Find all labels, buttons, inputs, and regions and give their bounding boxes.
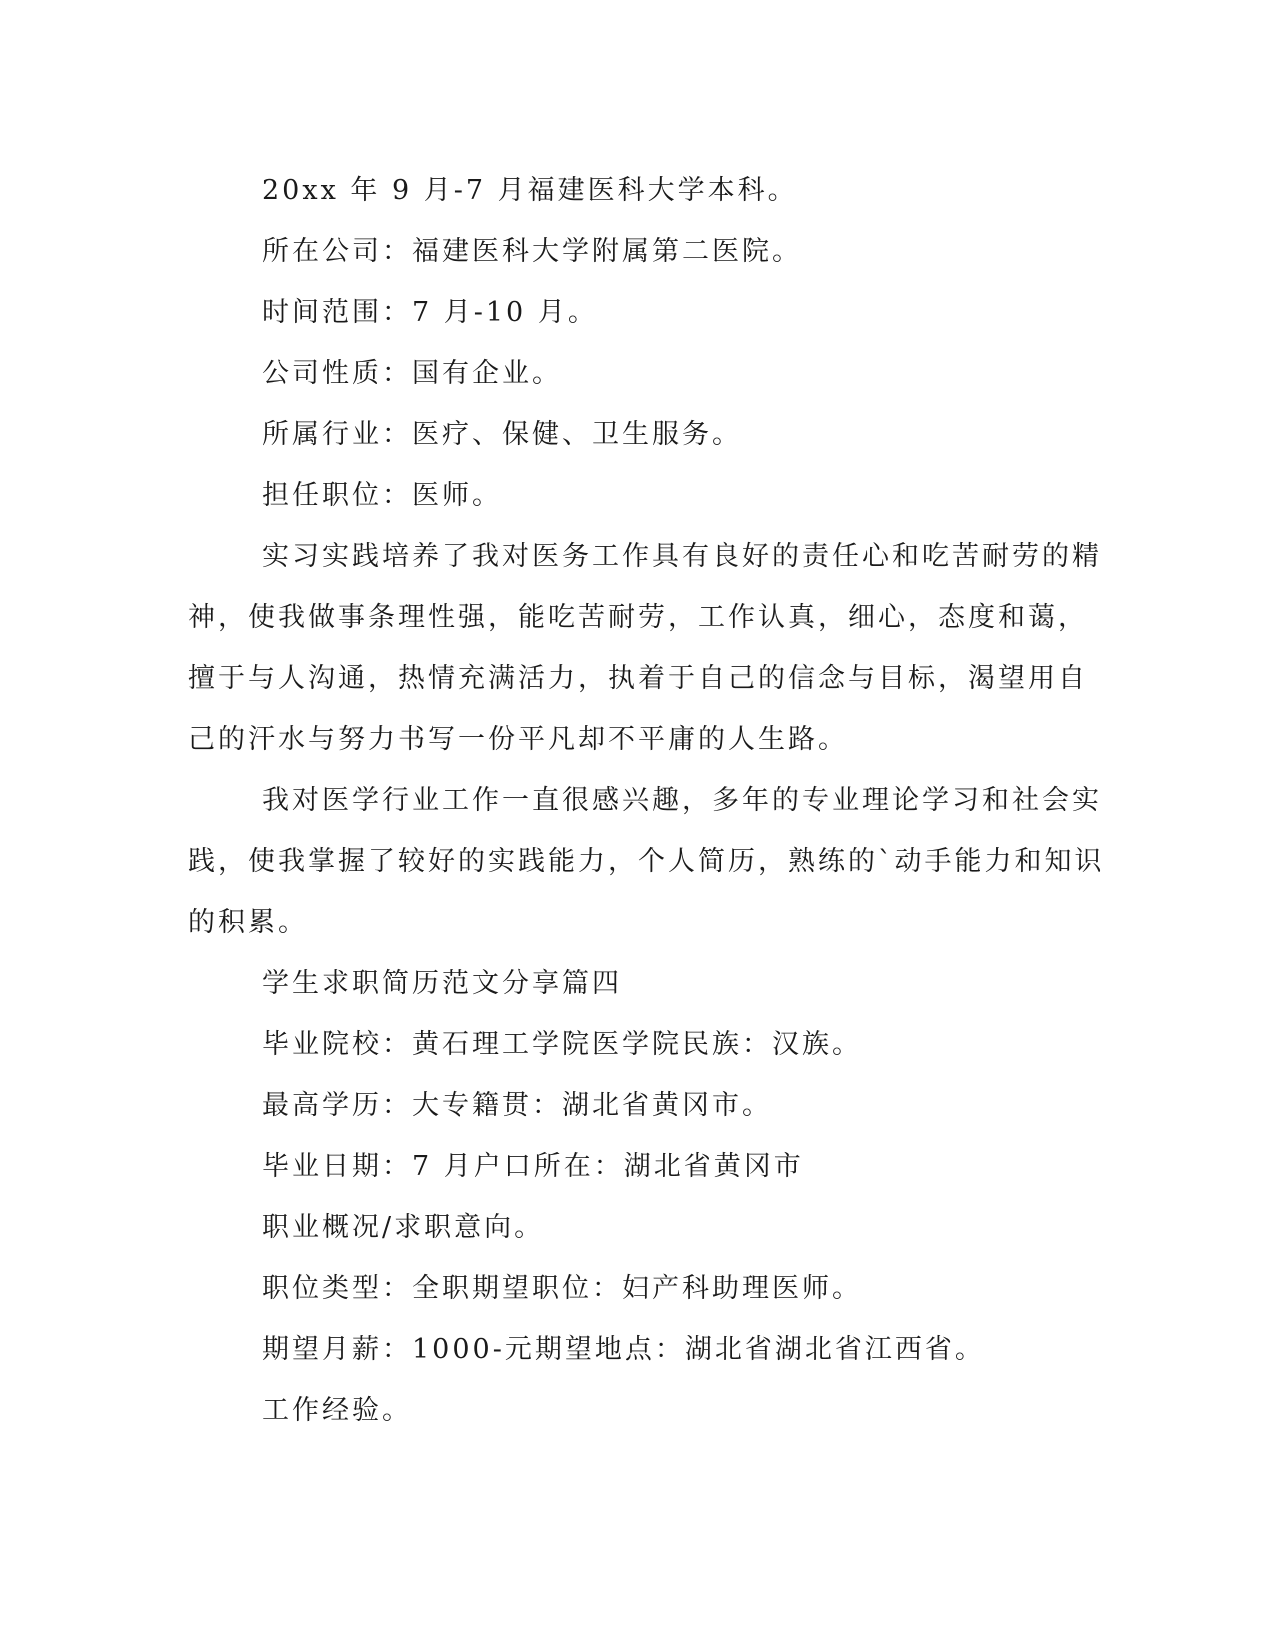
document-body [188, 160, 1105, 1441]
degree-line: 最高学历：大专籍贯：湖北省黄冈市。 [262, 1090, 772, 1121]
paragraph-1-line-4: 己的汗水与努力书写一份平凡却不平庸的人生路。 [188, 724, 848, 755]
time-range-line: 时间范围：7 月-10 月。 [262, 297, 598, 328]
paragraph-1-line-2: 神，使我做事条理性强，能吃苦耐劳，工作认真，细心，态度和蔼， [188, 602, 1088, 633]
work-experience-line: 工作经验。 [262, 1395, 412, 1426]
job-type-line: 职位类型：全职期望职位：妇产科助理医师。 [262, 1273, 862, 1304]
position-line: 担任职位：医师。 [262, 480, 502, 511]
company-type-line: 公司性质：国有企业。 [262, 358, 562, 389]
company-line: 所在公司：福建医科大学附属第二医院。 [262, 236, 802, 267]
section-heading: 学生求职简历范文分享篇四 [262, 968, 622, 999]
paragraph-2-line-1: 我对医学行业工作一直很感兴趣，多年的专业理论学习和社会实 [262, 785, 1102, 816]
graduation-date-line: 毕业日期：7 月户口所在：湖北省黄冈市 [262, 1151, 804, 1182]
paragraph-2-line-2: 践，使我掌握了较好的实践能力，个人简历，熟练的`动手能力和知识 [188, 846, 1105, 877]
paragraph-1-line-3: 擅于与人沟通，热情充满活力，执着于自己的信念与目标，渴望用自 [188, 663, 1088, 694]
industry-line: 所属行业：医疗、保健、卫生服务。 [262, 419, 742, 450]
salary-line: 期望月薪：1000-元期望地点：湖北省湖北省江西省。 [262, 1334, 985, 1365]
education-line: 20xx 年 9 月-7 月福建医科大学本科。 [262, 175, 798, 206]
paragraph-2-line-3: 的积累。 [188, 907, 308, 938]
paragraph-1-line-1: 实习实践培养了我对医务工作具有良好的责任心和吃苦耐劳的精 [262, 541, 1102, 572]
school-line: 毕业院校：黄石理工学院医学院民族：汉族。 [262, 1029, 862, 1060]
career-overview-line: 职业概况/求职意向。 [262, 1212, 545, 1243]
